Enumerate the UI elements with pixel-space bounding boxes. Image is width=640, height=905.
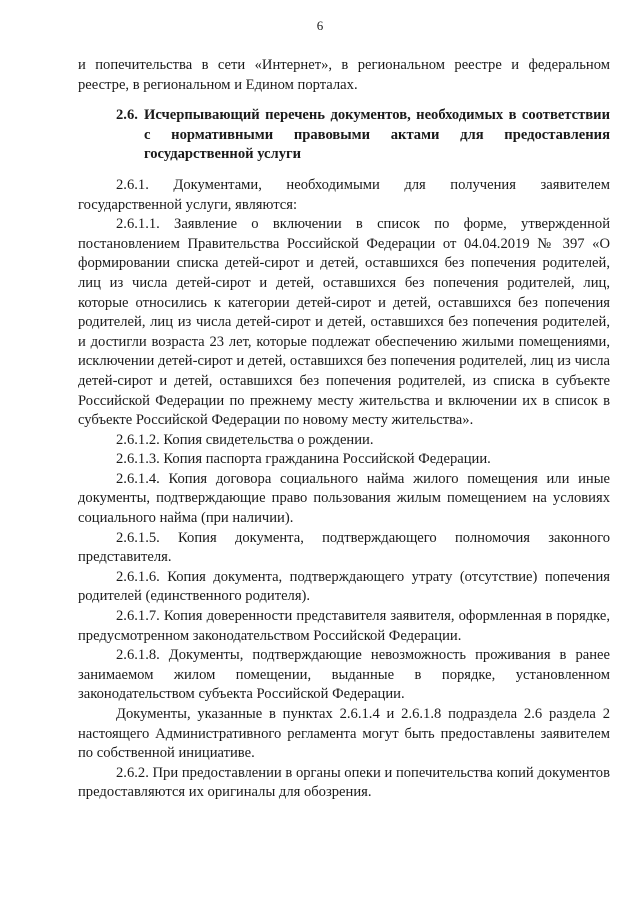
paragraph-2-6-1: 2.6.1. Документами, необходимыми для получения заявителем государственной услуги, являются:: [78, 176, 610, 213]
paragraph-2-6-1-2: 2.6.1.2. Копия свидетельства о рождении.: [116, 431, 374, 448]
paragraph-2-6-2: 2.6.2. При предоставлении в органы опеки и попечительства копий документов предоставляются их оригиналы для обозрения.: [78, 764, 610, 801]
section-title: Исчерпывающий перечень документов, необходимых в соответствии с нормативными правовыми актами для предоставления государственной услуги: [144, 107, 610, 163]
intro-paragraph: и попечительства в сети «Интернет», в региональном реестре и федеральном реестре, в региональном и Едином порталах.: [78, 57, 610, 93]
section-number: 2.6.: [116, 107, 138, 124]
section-heading: [78, 106, 610, 165]
paragraph-2-6-1-7: 2.6.1.7. Копия доверенности представителя заявителя, оформленная в порядке, предусмотренном законодательством Российской Федерации.: [78, 608, 610, 644]
document-body: [78, 56, 610, 803]
paragraph-2-6-1-4: 2.6.1.4. Копия договора социального найма жилого помещения или иные документы, подтверждающие право пользования жилым помещением на условиях социального найма (при наличии).: [78, 470, 610, 527]
paragraph-documents-note: Документы, указанные в пунктах 2.6.1.4 и 2.6.1.8 подраздела 2.6 раздела 2 настоящего Административного регламента могут быть предоставлены заявителем по собственной инициативе.: [78, 706, 610, 762]
paragraph-2-6-1-1: 2.6.1.1. Заявление о включении в список по форме, утвержденной постановлением Правительства Российской Федерации от 04.04.2019 № 397 «О формировании списка детей-сирот и детей, оставшихся без попечения родителей, лиц из числа детей-сирот и детей, оставшихся без попечения родителей, лиц, которые относились к категории детей-сирот и детей, оставшихся без попечения родителей, лиц из числа детей-сирот и детей, оставшихся без попечения родителей, и достигли возраста 23 лет, которые подлежат обеспечению жилыми помещениями, исключении детей-сирот и детей, оставшихся без попечения родителей, лиц из числа детей-сирот и детей, оставшихся без попечения родителей, из списка в субъекте Российской Федерации по прежнему месту жительства и включении их в список в субъекте Российской Федерации по новому месту жительства».: [78, 216, 610, 429]
paragraph-2-6-1-8: 2.6.1.8. Документы, подтверждающие невозможность проживания в ранее занимаемом жилом помещении, выданные в порядке, установленном законодательством субъекта Российской Федерации.: [78, 647, 610, 703]
paragraph-2-6-1-5: 2.6.1.5. Копия документа, подтверждающего полномочия законного представителя.: [78, 529, 610, 566]
paragraph-2-6-1-6: 2.6.1.6. Копия документа, подтверждающего утрату (отсутствие) попечения родителей (единственного родителя).: [78, 568, 610, 605]
paragraph-2-6-1-3: 2.6.1.3. Копия паспорта гражданина Российской Федерации.: [116, 451, 491, 468]
page-number: 6: [316, 18, 324, 33]
